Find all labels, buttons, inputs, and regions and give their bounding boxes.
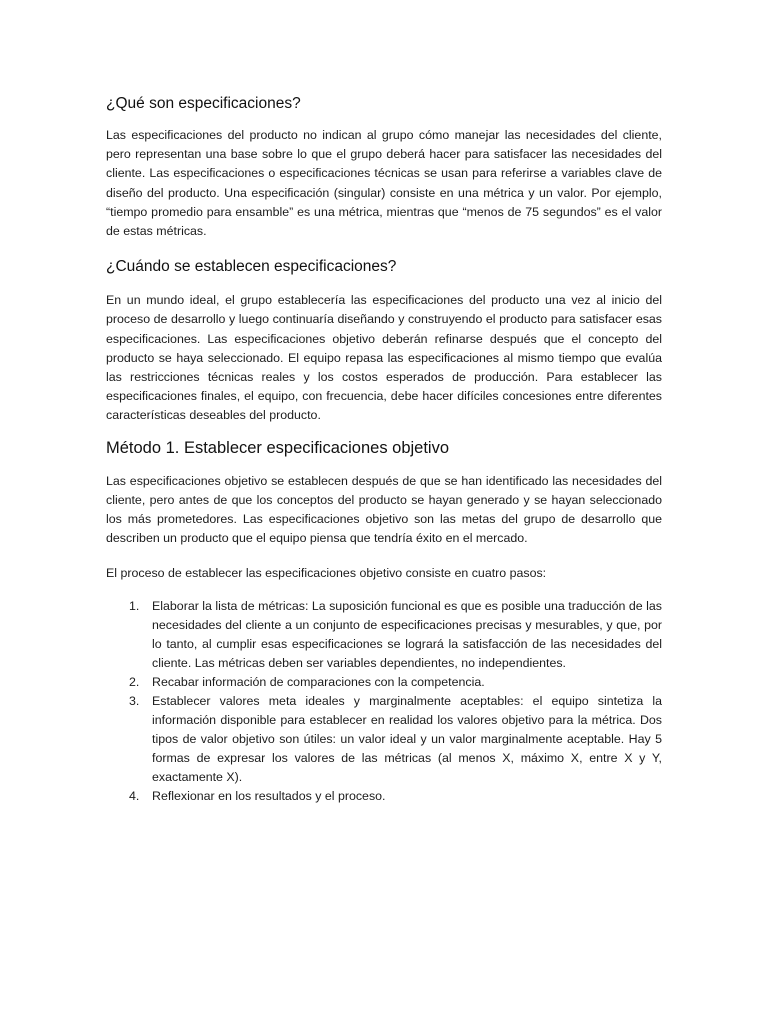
list-item-number: 2. [129,674,140,689]
section-heading-cuando: ¿Cuándo se establecen especificaciones? [106,258,397,276]
list-item-text: Establecer valores meta ideales y marginalmente aceptables: el equipo sintetiza la información disponible para establecer en realidad los valores objetivo para la métrica. Dos tipos de valor objetivo son útiles: un valor ideal y un valor marginalmente aceptable. Hay 5 formas de expresar los valores de las métricas (al menos X, máximo X, entre X y Y, exactamente X). [152,693,662,784]
list-item-text: Elaborar la lista de métricas: La suposición funcional es que es posible una traducción de las necesidades del cliente a un conjunto de especificaciones precisas y mesurables, y que, por lo tanto, al cumplir esas especificaciones se logrará la satisfacción de las necesidades del cliente. Las métricas deben ser variables dependientes, no independientes. [152,598,662,670]
list-item-number: 1. [129,598,140,613]
section-paragraph-metodo-intro: Las especificaciones objetivo se establecen después de que se han identificado las necesidades del cliente, pero antes de que los conceptos del producto se hayan generado y se hayan seleccionado los más prometedores. Las especificaciones objetivo son las metas del grupo de desarrollo que describen un producto que el equipo piensa que tendría éxito en el mercado. [106,473,662,546]
list-item [106,673,662,692]
list-item [106,597,662,673]
section-paragraph-que-son: Las especificaciones del producto no indican al grupo cómo manejar las necesidades del cliente, pero representan una base sobre lo que el grupo deberá hacer para satisfacer las necesidades del cliente. Las especificaciones o especificaciones técnicas se usan para referirse a variables clave de diseño del producto. Una especificación (singular) consiste en una métrica y un valor. Por ejemplo, “tiempo promedio para ensamble” es una métrica, mientras que “menos de 75 segundos” es el valor de estas métricas. [106,128,662,239]
list-item [106,692,662,787]
list-item-text: Reflexionar en los resultados y el proceso. [152,788,386,803]
section-paragraph-cuando: En un mundo ideal, el grupo establecería las especificaciones del producto una vez al inicio del proceso de desarrollo y luego continuaría diseñando y construyendo el producto para satisfacer esas especificaciones. Las especificaciones objetivo deberán refinarse después que el concepto del producto se haya seleccionado. El equipo repasa las especificaciones al mismo tiempo que evalúa las restricciones técnicas reales y los costos esperados de producción. Para establecer las especificaciones finales, el equipo, con frecuencia, debe hacer difíciles concesiones entre diferentes características deseables del producto. [106,293,662,423]
steps-list [106,597,662,806]
list-item-number: 3. [129,693,140,708]
list-item-text: Recabar información de comparaciones con la competencia. [152,674,485,689]
list-item [106,787,662,806]
section-heading-que-son: ¿Qué son especificaciones? [106,95,301,112]
list-item-number: 4. [129,788,140,803]
section-paragraph-proceso: El proceso de establecer las especificaciones objetivo consiste en cuatro pasos: [106,566,547,581]
section-heading-metodo-1: Método 1. Establecer especificaciones objetivo [106,438,450,457]
